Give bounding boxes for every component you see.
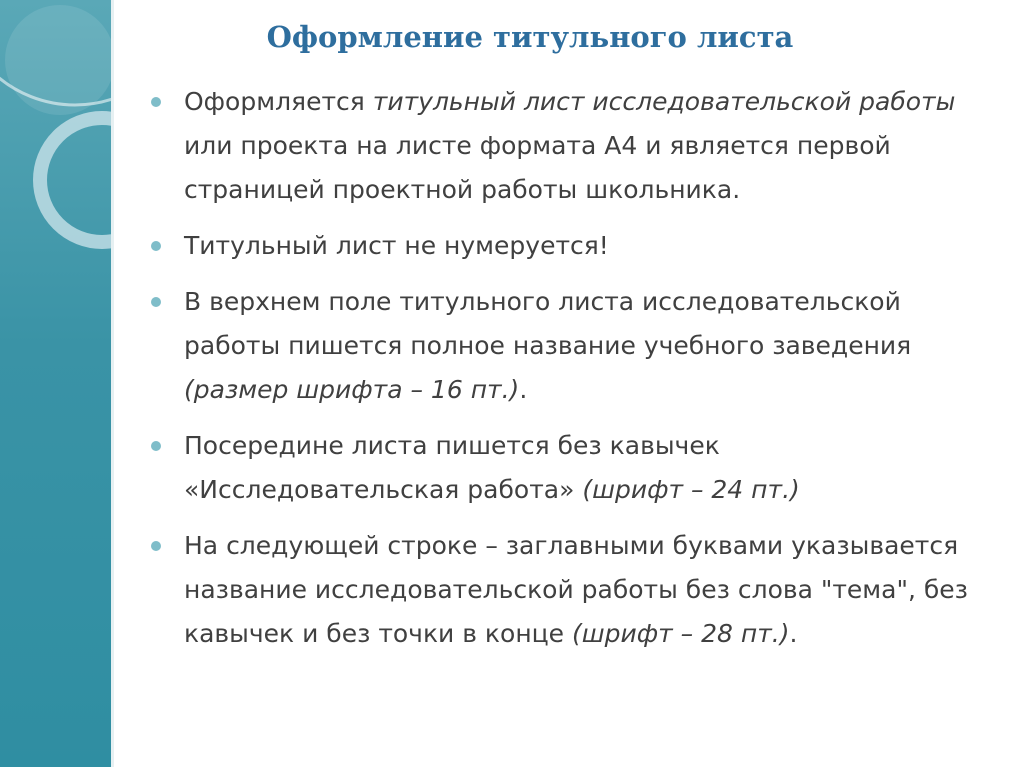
bullet-text-italic: титульный лист исследовательской работы [372, 87, 956, 116]
bullet-list [150, 80, 980, 668]
decorative-sidebar [0, 0, 111, 767]
bullet-text: На следующей строке – заглавными буквами указывается название исследовательской работы без слова "тема", без кавычек и без точки в конце [184, 531, 968, 648]
bullet-item [150, 280, 980, 412]
bullet-text: В верхнем поле титульного листа исследовательской работы пишется полное название учебного заведения [184, 287, 912, 360]
decorative-rings [0, 0, 111, 767]
slide-title: Оформление титульного листа [266, 20, 794, 54]
bullet-dot-icon [151, 241, 161, 251]
bullet-text: Оформляется [184, 87, 373, 116]
bullet-text-italic: (размер шрифта – 16 пт.) [184, 375, 520, 404]
bullet-text: . [789, 619, 798, 648]
bullet-dot-icon [151, 441, 161, 451]
bullet-text-italic: (шрифт – 24 пт.) [582, 475, 800, 504]
bullet-text-italic: (шрифт – 28 пт.) [572, 619, 790, 648]
bullet-text: Титульный лист не нумеруется! [184, 231, 609, 260]
bullet-dot-icon [151, 97, 161, 107]
small-ring [40, 118, 111, 242]
bullet-item [150, 80, 980, 212]
bullet-text: . [519, 375, 528, 404]
bullet-item [150, 224, 980, 268]
sidebar-divider [111, 0, 114, 767]
bullet-dot-icon [151, 541, 161, 551]
bullet-text: Посередине листа пишется без кавычек «Исследовательская работа» [184, 431, 720, 504]
bullet-dot-icon [151, 297, 161, 307]
soft-glow [5, 5, 111, 115]
bullet-text: или проекта на листе формата А4 и является первой страницей проектной работы школьника. [184, 131, 891, 204]
bullet-item [150, 424, 980, 512]
bullet-item [150, 524, 980, 656]
